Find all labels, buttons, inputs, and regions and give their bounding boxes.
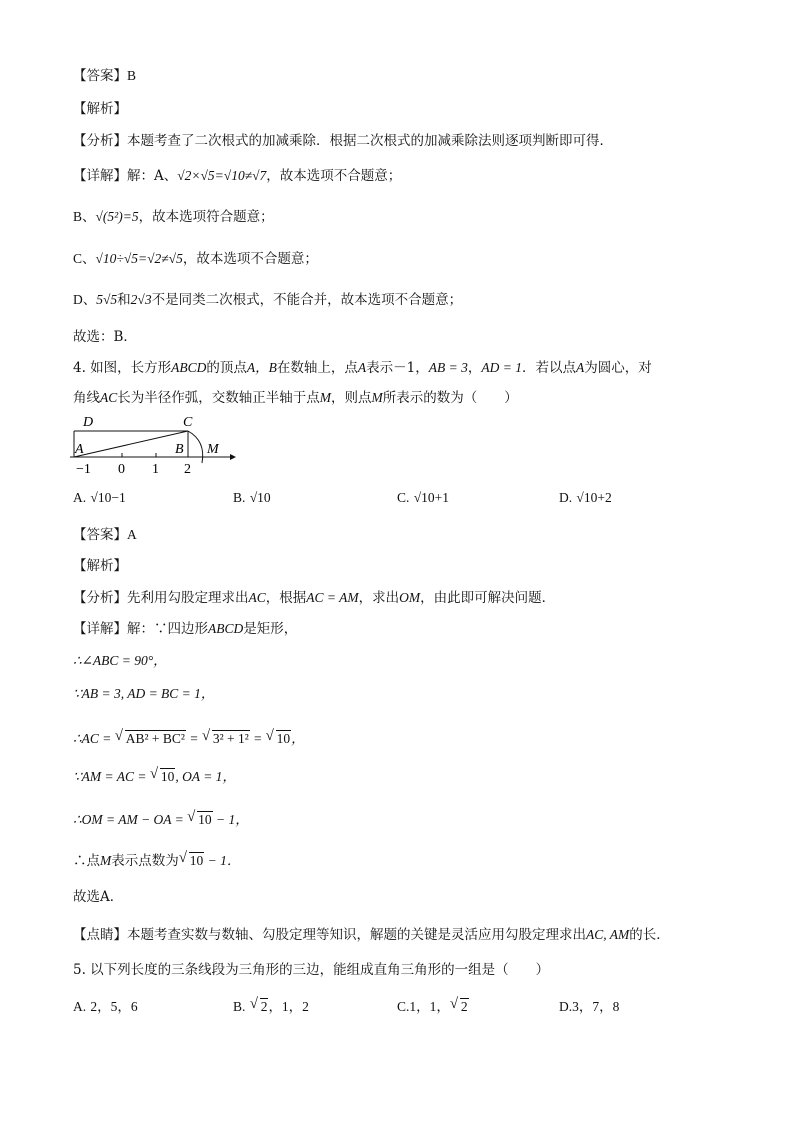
answer-value: A [127,527,137,542]
step-text: 表示点数为 [111,853,179,869]
label-c: C [183,415,193,430]
option-d-math2: 2√3 [130,292,152,307]
q3-analysis-tag: 【解析】 [73,101,127,117]
q4-option-a[interactable] [73,488,126,508]
label-a: A [75,442,84,457]
stem-text: 在数轴上，点 [276,360,358,376]
step-text: ， [291,731,305,746]
option-value: 1，1， [409,999,450,1014]
fenxi-text: ，由此即可解决问题． [420,590,556,606]
sqrt-icon [203,729,250,749]
option-value: √10+2 [576,490,612,505]
q3-answer-line [73,66,136,86]
step-text: − 1． [204,853,241,868]
dianjing-tag: 【点睛】 [73,927,127,943]
fenxi-text: ，求出 [358,590,400,606]
q4-answer-line [73,525,137,545]
label-d: D [83,415,94,430]
step-math: M [100,853,112,868]
stem-math: ABCD [171,360,207,375]
option-letter: A. [73,490,87,505]
sqrt-icon [251,997,269,1017]
step-text: , OA = 1， [175,769,236,784]
step-text: − 1， [212,812,249,827]
q3-detail-d-line [73,290,462,310]
axis-arrow-icon [230,454,236,460]
d-and: 和 [117,292,131,308]
option-value: √10+1 [413,490,449,505]
q3-detail-c-line [73,249,318,269]
step-text: ∴点 [73,853,100,869]
q4-step-4 [73,767,236,787]
stem-text: 所表示的数为（ ） [382,390,518,406]
radicand: AB² + BC² [125,731,185,746]
fenxi-text: 本题考查了二次根式的加减乘除．根据二次根式的加减乘除法则逐项判断即可得． [127,133,613,149]
stem-math: AD = 1 [481,360,522,375]
step-text: ∴AC = [73,731,115,746]
detail-tag: 【详解】 [73,168,127,184]
detail-text: 是矩形， [243,621,298,637]
sqrt-icon [451,997,469,1017]
stem-text: 长为半径作弧，交数轴正半轴于点 [117,390,320,406]
q3-fenxi-line [73,131,613,151]
q4-stem-line2 [73,388,518,408]
q5-option-d[interactable] [559,997,619,1017]
detail-text: 解：∵四边形 [127,621,208,637]
q5-option-b[interactable] [233,997,309,1017]
radicand: 10 [160,769,175,784]
fenxi-math: OM [399,590,421,605]
diagonal-ac [74,431,188,457]
stem-text: 4. 如图，长方形 [73,360,172,376]
stem-text: 为圆心，对 [584,360,652,376]
tick-label-neg1: −1 [76,462,91,477]
q4-option-b[interactable] [233,488,271,508]
step-text: = [185,731,202,746]
detail-tag: 【详解】 [73,621,127,637]
tick-label-0: 0 [118,462,125,477]
dianjing-math: AC, AM [586,927,630,942]
sqrt-icon [151,767,176,787]
fenxi-tag: 【分析】 [73,133,127,149]
answer-tag: 【答案】 [73,527,127,543]
c-label: C、 [73,251,96,266]
stem-text: ．若以点 [521,360,576,376]
fenxi-text: 先利用勾股定理求出 [127,590,249,606]
stem-math: AC [100,390,118,405]
stem-text: ，则点 [331,390,372,406]
d-label: D、 [73,292,97,307]
q4-step-2: ∵AB = 3, AD = BC = 1， [73,686,215,701]
stem-text: 的顶点 [206,360,247,376]
step-text: = [249,731,266,746]
label-b: B [175,442,184,457]
radicand: 10 [276,731,291,746]
sqrt-icon [267,729,292,749]
q4-fenxi-line [73,588,555,608]
stem-text: 表示－1， [366,360,429,376]
fenxi-tag: 【分析】 [73,590,127,606]
step-text: ∴OM = AM − OA = [73,812,188,827]
option-value: ，1，2 [268,999,309,1014]
q4-option-d[interactable] [559,488,612,508]
option-letter: C. [397,999,410,1014]
detail-math: ABCD [208,621,244,636]
option-value: √10 [249,490,271,505]
stem-math: M [371,390,383,405]
radicand: 3² + 1² [212,731,249,746]
option-b-math: √(5²)=5 [95,209,139,224]
step-text: ∵AM = AC = [73,769,150,784]
stem-text: ， [467,360,482,376]
radicand: 10 [198,812,212,827]
stem-math: A [357,360,367,375]
q4-stem-line1 [73,358,652,378]
sqrt-icon [188,810,213,830]
option-a-text: ，故本选项不合题意； [266,168,402,184]
option-letter: B. [233,490,246,505]
option-letter: C. [397,490,410,505]
q4-step-5 [73,810,249,830]
radicand: 10 [189,853,204,868]
answer-tag: 【答案】 [73,68,127,84]
option-value: 3，7，8 [572,999,620,1014]
option-b-text: ，故本选项符合题意； [138,209,274,225]
stem-math: A [575,360,585,375]
answer-value: B [127,68,137,83]
option-value: 2，5，6 [90,999,138,1014]
dianjing-text: 的长． [629,927,670,943]
fenxi-text: ，根据 [265,590,307,606]
q5-stem: 5. 以下列长度的三条线段为三角形的三边，能组成直角三角形的一组是（ ） [73,962,550,978]
option-letter: D. [559,999,573,1014]
stem-text: 角线 [73,390,100,406]
sqrt-icon [180,851,205,871]
option-c-math: √10÷√5=√2≠√5 [95,251,183,266]
option-d-text: 不是同类二次根式，不能合并，故本选项不合题意； [151,292,463,308]
q4-detail-line [73,619,297,639]
dianjing-text: 本题考查实数与数轴、勾股定理等知识，解题的关键是灵活应用勾股定理求出 [127,927,586,943]
option-letter: B. [233,999,246,1014]
option-letter: A. [73,999,87,1014]
detail-intro: 解：A、 [127,168,178,184]
option-c-text: ，故本选项不合题意； [182,251,318,267]
q4-step-1: ∴∠ABC = 90°， [73,653,167,668]
tick-label-1: 1 [152,462,159,477]
option-d-math1: 5√5 [96,292,118,307]
stem-math: M [319,390,332,405]
option-value: √10−1 [90,490,126,505]
q4-analysis-tag: 【解析】 [73,558,127,574]
q5-option-c[interactable] [397,997,469,1017]
q3-detail-b-line [73,207,274,227]
radicand: 2 [460,999,468,1014]
stem-math: AB = 3 [428,360,468,375]
b-label: B、 [73,209,96,224]
q4-dianjing-line [73,925,670,945]
fenxi-math: AC = AM [306,590,359,605]
tick-label-2: 2 [184,462,191,477]
q4-option-c[interactable] [397,488,449,508]
q3-choose: 故选：B． [73,329,137,345]
q4-step-3 [73,729,305,749]
option-letter: D. [559,490,573,505]
q5-option-a[interactable] [73,997,138,1017]
stem-math: A，B [246,360,277,375]
arc [188,431,203,463]
fenxi-math: AC [248,590,266,605]
q4-step-6 [73,851,240,871]
sqrt-icon [116,729,186,749]
number-line-figure [70,411,240,477]
label-m: M [207,442,219,457]
option-a-math: √2×√5=√10≠√7 [177,168,267,183]
q3-detail-a-line [73,166,401,186]
q4-choose: 故选A． [73,889,124,905]
radicand: 2 [260,999,268,1014]
